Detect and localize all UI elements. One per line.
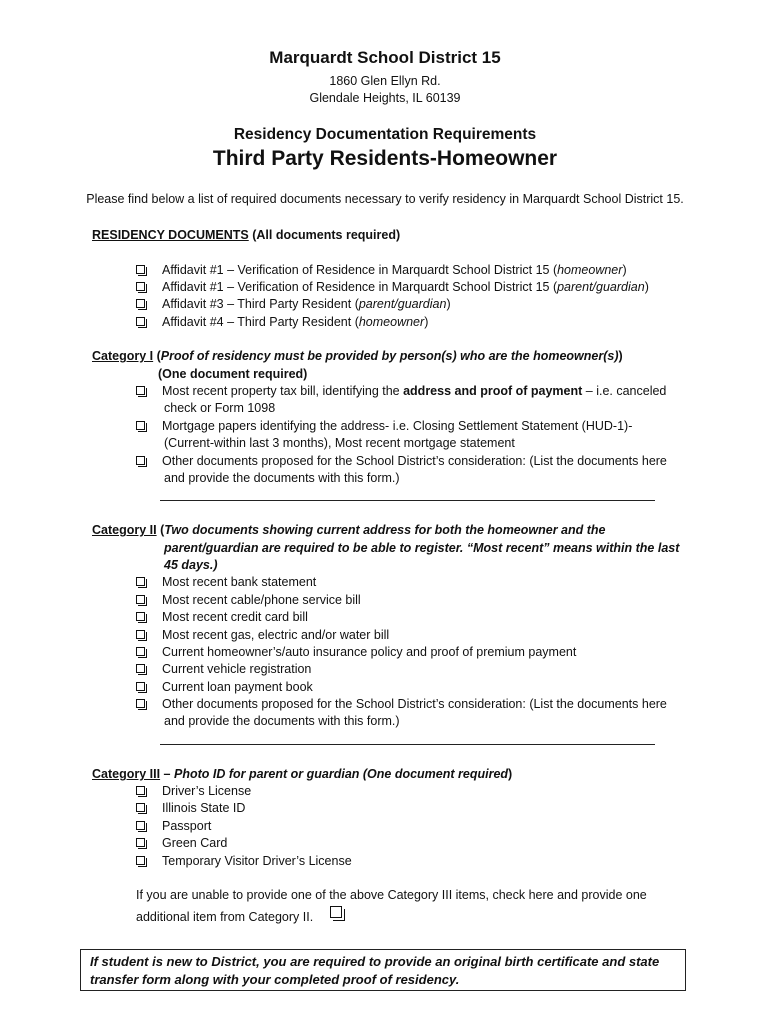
category-3-title bbox=[92, 766, 512, 784]
document-title: Third Party Residents-Homeowner bbox=[212, 147, 558, 170]
notice-line-2: transfer form along with your completed proof of residency. bbox=[90, 971, 460, 987]
category-2-desc-line-2: parent/guardian are required to be able to register. “Most recent” means within the last bbox=[164, 541, 680, 555]
residency-label: RESIDENCY DOCUMENTS bbox=[92, 228, 249, 242]
notice-line-1: If student is new to District, you are required to provide an original birth certificate and state bbox=[90, 954, 660, 969]
item-emphasis: homeowner bbox=[557, 263, 623, 277]
checkbox[interactable] bbox=[136, 664, 145, 673]
checkbox[interactable] bbox=[136, 456, 145, 465]
checkbox[interactable] bbox=[136, 612, 145, 621]
district-name: Marquardt School District 15 bbox=[269, 48, 501, 67]
alternate-item-checkbox[interactable] bbox=[330, 906, 342, 918]
checkbox[interactable] bbox=[136, 647, 145, 656]
item-text: Temporary Visitor Driver’s License bbox=[162, 854, 352, 868]
item-text: Affidavit #1 – Verification of Residence in Marquardt School District 15 ( bbox=[162, 280, 558, 294]
category-1-label: Category I bbox=[92, 349, 154, 363]
checkbox[interactable] bbox=[136, 282, 145, 291]
dash: – bbox=[160, 767, 174, 781]
checkbox[interactable] bbox=[136, 421, 145, 430]
paren-close: ) bbox=[508, 767, 513, 781]
item-continuation: and provide the documents with this form.) bbox=[164, 471, 400, 485]
checkbox[interactable] bbox=[136, 838, 145, 847]
item-continuation: check or Form 1098 bbox=[164, 401, 276, 415]
item-text: Driver’s License bbox=[162, 784, 252, 798]
address-line-1: 1860 Glen Ellyn Rd. bbox=[329, 74, 441, 88]
checkbox[interactable] bbox=[136, 699, 145, 708]
item-text: Most recent gas, electric and/or water bill bbox=[162, 628, 390, 642]
fill-in-line[interactable] bbox=[160, 500, 655, 501]
new-student-notice bbox=[80, 949, 686, 991]
item-suffix: ) bbox=[424, 315, 429, 329]
residency-note: (All documents required) bbox=[248, 228, 401, 242]
checkbox[interactable] bbox=[136, 299, 145, 308]
item-text: Current loan payment book bbox=[162, 680, 313, 694]
category-2-label: Category II bbox=[92, 523, 157, 537]
document-subtitle: Residency Documentation Requirements bbox=[233, 126, 537, 143]
item-suffix: ) bbox=[446, 297, 451, 311]
checkbox[interactable] bbox=[136, 595, 145, 604]
checkbox[interactable] bbox=[136, 386, 145, 395]
category-2-title bbox=[92, 522, 606, 540]
item-emphasis: parent/guardian bbox=[557, 280, 645, 294]
category-3-desc: Photo ID for parent or guardian (One document required bbox=[173, 767, 509, 781]
category-2-desc: Two documents showing current address for both the homeowner and the bbox=[164, 523, 606, 537]
item-text: Green Card bbox=[162, 836, 228, 850]
unable-text-line-1: If you are unable to provide one of the above Category III items, check here and provide one bbox=[136, 888, 647, 902]
paren-close: ) bbox=[618, 349, 623, 363]
paren-open: ( bbox=[156, 523, 165, 537]
checkbox[interactable] bbox=[136, 630, 145, 639]
item-text: Most recent bank statement bbox=[162, 575, 317, 589]
item-text: Most recent property tax bill, identifying the bbox=[162, 384, 404, 398]
category-2-desc-line-3: 45 days.) bbox=[164, 558, 218, 572]
category-1-requirement: (One document required) bbox=[158, 367, 308, 381]
item-text: Passport bbox=[162, 819, 212, 833]
intro-text: Please find below a list of required documents necessary to verify residency in Marquardt School District 15. bbox=[86, 192, 684, 206]
item-continuation: (Current-within last 3 months), Most recent mortgage statement bbox=[164, 436, 515, 450]
item-text-tail: – i.e. canceled bbox=[582, 384, 667, 398]
item-text: Current vehicle registration bbox=[162, 662, 312, 676]
checkbox[interactable] bbox=[136, 682, 145, 691]
checkbox[interactable] bbox=[136, 577, 145, 586]
checkbox[interactable] bbox=[136, 803, 145, 812]
item-text: Affidavit #4 – Third Party Resident ( bbox=[162, 315, 359, 329]
item-bold: address and proof of payment bbox=[403, 384, 583, 398]
paren-open: ( bbox=[153, 349, 161, 363]
address-line-2: Glendale Heights, IL 60139 bbox=[309, 91, 461, 105]
category-3-label: Category III bbox=[92, 767, 161, 781]
item-continuation: and provide the documents with this form.) bbox=[164, 714, 400, 728]
category-1-desc: Proof of residency must be provided by person(s) who are the homeowner(s) bbox=[160, 349, 619, 363]
fill-in-line[interactable] bbox=[160, 744, 655, 745]
item-text: Current homeowner’s/auto insurance policy and proof of premium payment bbox=[162, 645, 577, 659]
residency-section-title bbox=[92, 227, 400, 245]
checkbox[interactable] bbox=[136, 821, 145, 830]
checkbox[interactable] bbox=[136, 265, 145, 274]
item-text: Most recent credit card bill bbox=[162, 610, 308, 624]
item-text: Affidavit #3 – Third Party Resident ( bbox=[162, 297, 359, 311]
item-suffix: ) bbox=[644, 280, 649, 294]
checkbox[interactable] bbox=[136, 786, 145, 795]
item-emphasis: parent/guardian bbox=[358, 297, 447, 311]
item-text: Other documents proposed for the School District’s consideration: (List the documents here bbox=[162, 697, 667, 711]
checkbox[interactable] bbox=[136, 317, 145, 326]
unable-text-line-2: additional item from Category II. bbox=[136, 910, 314, 924]
item-text: Affidavit #1 – Verification of Residence in Marquardt School District 15 ( bbox=[162, 263, 558, 277]
item-suffix: ) bbox=[622, 263, 627, 277]
category-1-title bbox=[92, 348, 623, 366]
item-text: Most recent cable/phone service bill bbox=[162, 593, 361, 607]
item-text: Mortgage papers identifying the address- i.e. Closing Settlement Statement (HUD-1)- bbox=[162, 419, 633, 433]
item-emphasis: homeowner bbox=[358, 315, 425, 329]
item-text: Illinois State ID bbox=[162, 801, 246, 815]
checkbox[interactable] bbox=[136, 856, 145, 865]
item-text: Other documents proposed for the School District’s consideration: (List the documents here bbox=[162, 454, 667, 468]
